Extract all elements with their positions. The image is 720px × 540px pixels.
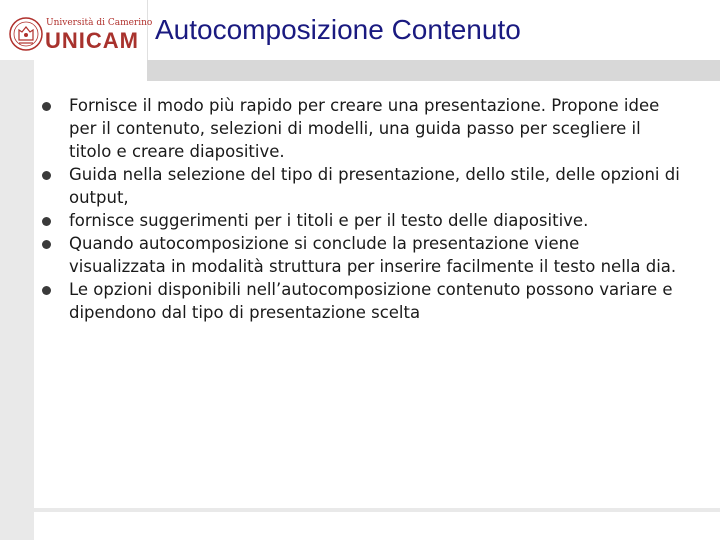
- logo-university-text: Università di Camerino: [46, 18, 153, 28]
- bullet-text: fornisce suggerimenti per i titoli e per il testo delle diapositive.: [69, 211, 589, 230]
- slide-title: Autocomposizione Contenuto: [155, 14, 521, 45]
- university-seal-icon: [8, 16, 44, 52]
- bullet-dot-icon: [42, 240, 51, 249]
- bullet-dot-icon: [42, 102, 51, 111]
- logo-unicam-text: UNICAM: [45, 28, 139, 53]
- bullet-text: Fornisce il modo più rapido per creare una presentazione. Propone idee per il contenuto, selezioni di modelli, una guida passo per scegliere il titolo e creare diapositive.: [69, 96, 660, 161]
- bullet-item: [40, 232, 680, 278]
- bottom-strip: [34, 508, 720, 512]
- bullet-list: [40, 94, 680, 324]
- bullet-dot-icon: [42, 171, 51, 180]
- left-margin-bar: [0, 60, 34, 540]
- bullet-dot-icon: [42, 217, 51, 226]
- bullet-item: [40, 209, 680, 232]
- unicam-logo: [8, 14, 153, 54]
- bullet-text: Quando autocomposizione si conclude la presentazione viene visualizzata in modalità struttura per inserire facilmente il testo nella dia.: [69, 234, 677, 276]
- bullet-text: Guida nella selezione del tipo di presentazione, dello stile, delle opzioni di output,: [69, 165, 680, 207]
- bullet-dot-icon: [42, 286, 51, 295]
- bullet-item: [40, 94, 680, 163]
- bullet-text: Le opzioni disponibili nell’autocomposizione contenuto possono variare e dipendono dal tipo di presentazione scelta: [69, 280, 673, 322]
- title-underline-bar: [147, 60, 720, 81]
- logo-divider: [147, 0, 148, 60]
- bullet-item: [40, 163, 680, 209]
- bullet-item: [40, 278, 680, 324]
